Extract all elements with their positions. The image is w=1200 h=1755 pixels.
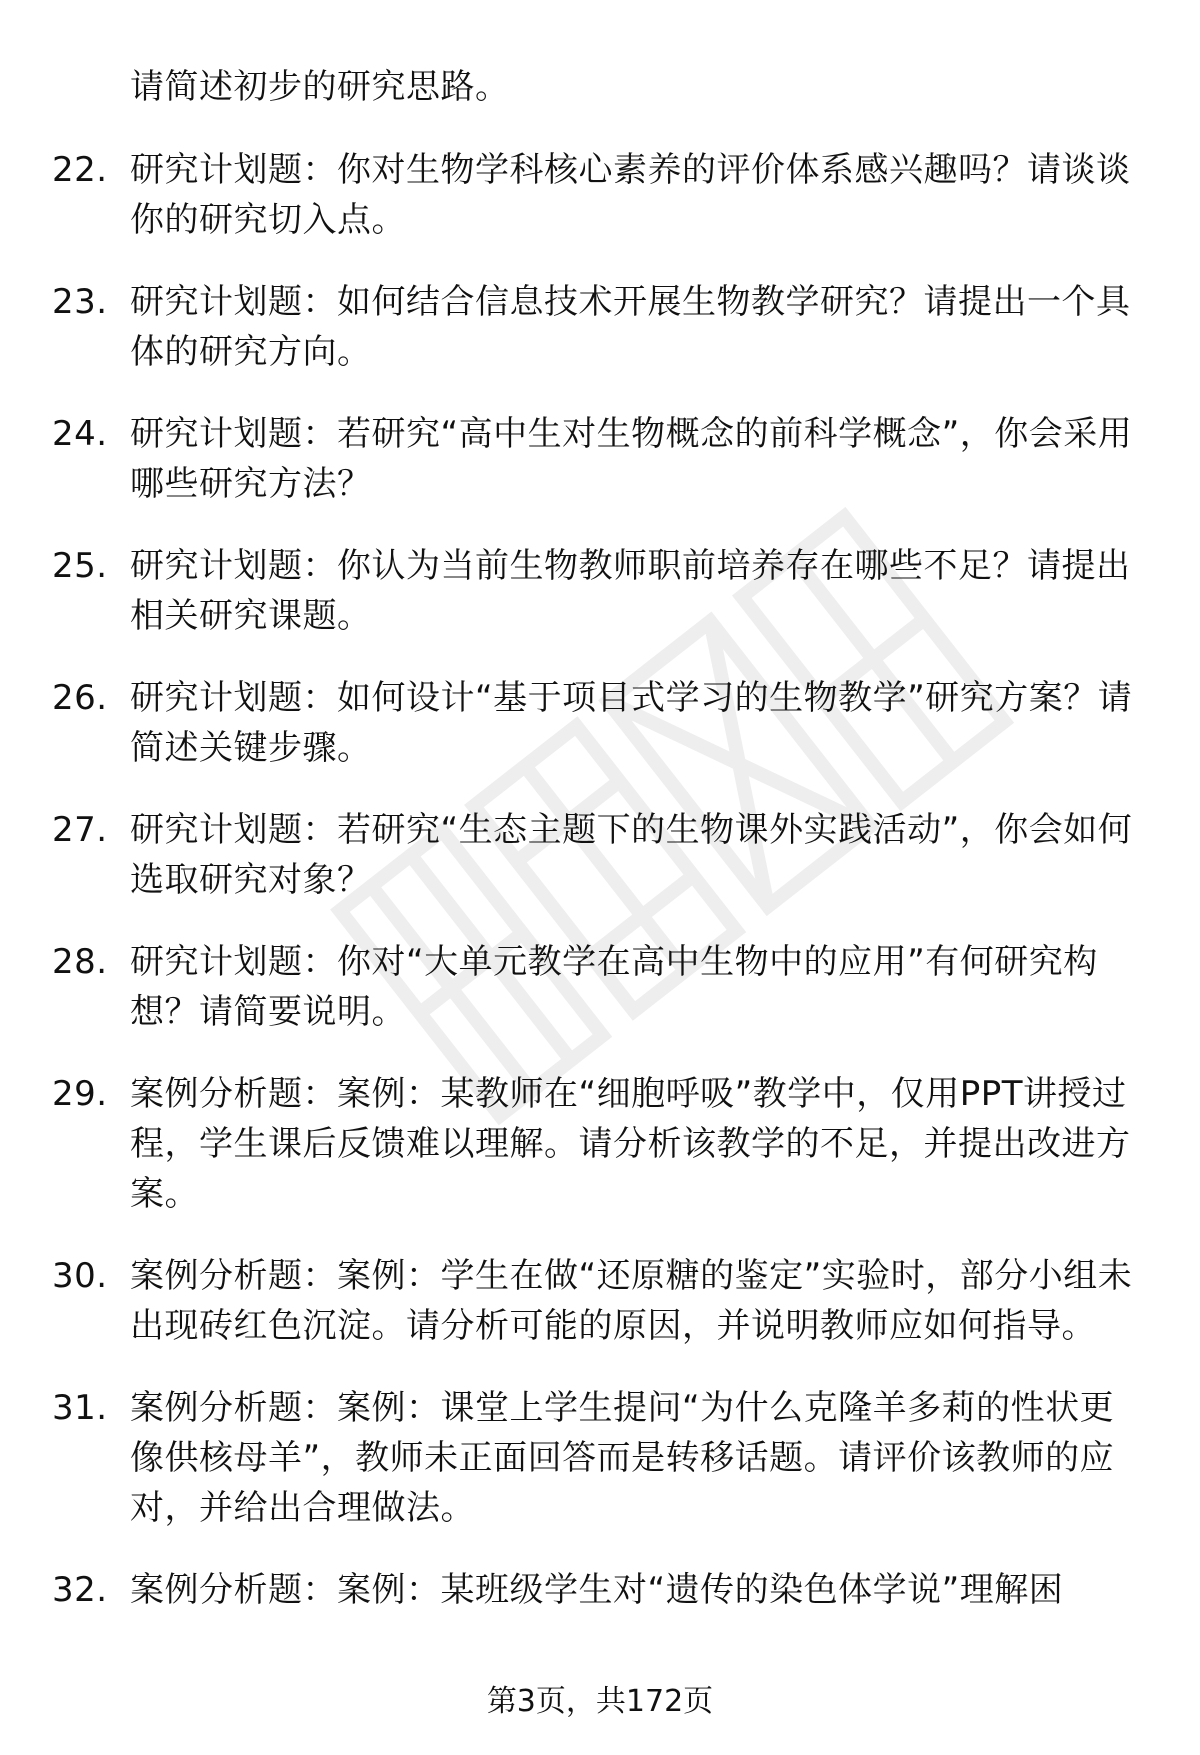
question-text: 案例分析题：案例：某班级学生对“遗传的染色体学说”理解困 bbox=[130, 1570, 1064, 1610]
question-text: 案例分析题：案例：学生在做“还原糖的鉴定”实验时，部分小组未出现砖红色沉淀。请分析可能的原因，并说明教师应如何指导。 bbox=[130, 1256, 1133, 1346]
question-list bbox=[0, 145, 1200, 1647]
question-item bbox=[0, 1251, 1140, 1351]
question-item bbox=[0, 409, 1140, 509]
question-number: 23. bbox=[52, 282, 108, 322]
question-item bbox=[0, 1069, 1140, 1219]
question-number: 28. bbox=[52, 942, 108, 982]
question-number: 22. bbox=[52, 150, 108, 190]
question-text: 研究计划题：若研究“生态主题下的生物课外实践活动”，你会如何选取研究对象？ bbox=[130, 810, 1133, 900]
question-number: 29. bbox=[52, 1074, 108, 1114]
question-text: 研究计划题：你对“大单元教学在高中生物中的应用”有何研究构想？请简要说明。 bbox=[130, 942, 1098, 1032]
question-item bbox=[0, 1383, 1140, 1533]
question-number: 30. bbox=[52, 1256, 108, 1296]
question-item bbox=[0, 937, 1140, 1037]
question-number: 27. bbox=[52, 810, 108, 850]
question-text: 研究计划题：你认为当前生物教师职前培养存在哪些不足？请提出相关研究课题。 bbox=[130, 546, 1131, 636]
question-item bbox=[0, 277, 1140, 377]
question-text: 案例分析题：案例：课堂上学生提问“为什么克隆羊多莉的性状更像供核母羊”，教师未正面回答而是转移话题。请评价该教师的应对，并给出合理做法。 bbox=[130, 1388, 1115, 1528]
question-number: 24. bbox=[52, 414, 108, 454]
question-number: 31. bbox=[52, 1388, 108, 1428]
question-number: 25. bbox=[52, 546, 108, 586]
question-item bbox=[0, 1565, 1140, 1615]
question-item bbox=[0, 541, 1140, 641]
question-number: 32. bbox=[52, 1570, 108, 1610]
question-text: 研究计划题：如何设计“基于项目式学习的生物教学”研究方案？请简述关键步骤。 bbox=[130, 678, 1133, 768]
question-text: 研究计划题：你对生物学科核心素养的评价体系感兴趣吗？请谈谈你的研究切入点。 bbox=[130, 150, 1131, 240]
question-text: 研究计划题：若研究“高中生对生物概念的前科学概念”，你会采用哪些研究方法？ bbox=[130, 414, 1133, 504]
question-item bbox=[0, 805, 1140, 905]
question-number: 26. bbox=[52, 678, 108, 718]
question-text: 案例分析题：案例：某教师在“细胞呼吸”教学中，仅用PPT讲授过程，学生课后反馈难以理解。请分析该教学的不足，并提出改进方案。 bbox=[130, 1074, 1131, 1214]
question-text: 研究计划题：如何结合信息技术开展生物教学研究？请提出一个具体的研究方向。 bbox=[130, 282, 1131, 372]
continuation-text: 请简述初步的研究思路。 bbox=[130, 67, 510, 107]
question-item bbox=[0, 673, 1140, 773]
page-footer: 第3页，共172页 bbox=[486, 1684, 714, 1719]
question-item bbox=[0, 145, 1140, 245]
